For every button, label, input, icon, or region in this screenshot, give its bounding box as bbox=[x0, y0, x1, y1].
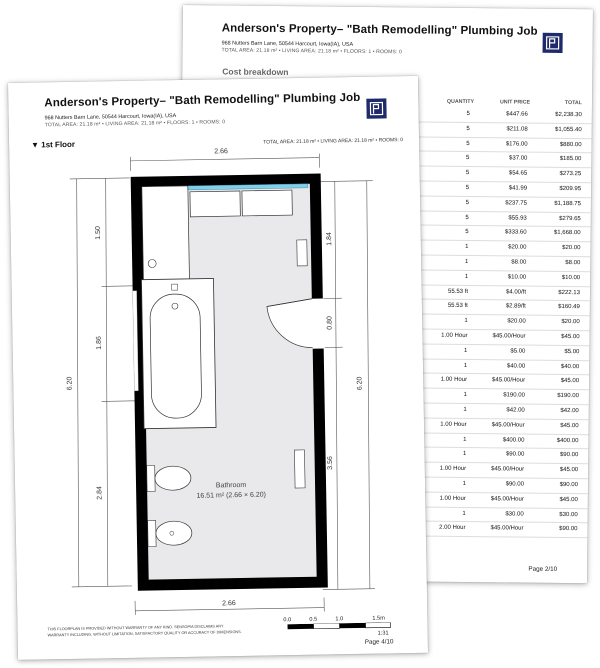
dim-bottom: 2.66 bbox=[222, 600, 236, 608]
unit-price-cell: $45.00/Hour bbox=[492, 377, 526, 384]
unit-price-cell: $42.00 bbox=[506, 407, 525, 414]
quantity-cell: 1 bbox=[462, 510, 466, 517]
quantity-cell: 55.53 ft bbox=[447, 303, 468, 310]
area-meta: TOTAL AREA: 21.18 m² • LIVING AREA: 21.18 m² • FLOORS: 1 • ROOMS: 0 bbox=[44, 119, 226, 129]
total-cell: $20.00 bbox=[562, 245, 581, 252]
total-cell: $8.00 bbox=[565, 260, 581, 267]
total-cell: $160.49 bbox=[558, 304, 580, 311]
floorplan-logo-icon bbox=[543, 33, 563, 53]
unit-price-cell: $20.00 bbox=[508, 244, 527, 251]
dim-left-b: 1.86 bbox=[95, 336, 103, 350]
quantity-cell: 1.00 Hour bbox=[439, 465, 467, 473]
quantity-cell: 1.00 Hour bbox=[440, 377, 468, 384]
unit-price-cell: $45.00/Hour bbox=[491, 422, 525, 429]
unit-price-cell: $4.00/ft bbox=[505, 288, 527, 296]
total-cell: $30.00 bbox=[559, 511, 578, 518]
unit-price-cell: $30.00 bbox=[505, 510, 524, 518]
total-cell: $90.00 bbox=[559, 452, 579, 459]
page-number: Page 4/10 bbox=[364, 638, 394, 646]
address: 968 Nutters Barn Lane, 50544 Harcourt, Iowa(IA), USA bbox=[44, 113, 177, 122]
total-cell: $880.00 bbox=[559, 141, 582, 148]
scale-ratio: 1:31 bbox=[377, 630, 389, 637]
total-cell: $209.95 bbox=[559, 185, 582, 193]
quantity-cell: 1 bbox=[463, 362, 468, 369]
quantity-cell: 5 bbox=[465, 214, 469, 221]
floor-heading[interactable]: ▼ 1st Floor bbox=[31, 139, 76, 150]
dim-right-c: 3.56 bbox=[326, 456, 335, 470]
area-meta: TOTAL AREA: 21.18 m² • LIVING AREA: 21.18 m² • FLOORS: 1 • ROOMS: 0 bbox=[221, 47, 402, 56]
total-cell: $45.00 bbox=[561, 333, 580, 341]
unit-price-cell: $20.00 bbox=[507, 318, 526, 325]
unit-price-cell: $45.00/Hour bbox=[490, 496, 524, 503]
unit-price-cell: $40.00 bbox=[506, 363, 526, 370]
unit-price-cell: $45.00/Hour bbox=[492, 333, 526, 340]
unit-price-cell: $55.93 bbox=[508, 215, 527, 222]
total-cell: $20.00 bbox=[561, 319, 580, 326]
total-cell: $1,188.75 bbox=[554, 200, 581, 207]
total-cell: $10.00 bbox=[561, 274, 581, 281]
scale-label-3: 1.5m bbox=[372, 615, 385, 622]
total-cell: $273.25 bbox=[559, 171, 582, 178]
unit-price-cell: $10.00 bbox=[507, 274, 527, 281]
unit-price-cell: $237.75 bbox=[505, 200, 527, 207]
room-area: 16.51 m² (2.66 × 6.20) bbox=[196, 491, 267, 500]
dim-right-total: 6.20 bbox=[356, 376, 364, 391]
unit-price-cell: $400.00 bbox=[502, 436, 525, 444]
quantity-cell: 1 bbox=[464, 347, 468, 354]
total-cell: $400.00 bbox=[556, 437, 579, 444]
total-cell: $42.00 bbox=[560, 407, 579, 415]
unit-price-cell: $447.66 bbox=[506, 111, 528, 118]
dim-left-c: 2.84 bbox=[96, 486, 104, 500]
total-cell: $40.00 bbox=[560, 363, 580, 370]
dim-left-total: 6.20 bbox=[66, 376, 74, 391]
quantity-cell: 1 bbox=[463, 392, 467, 399]
quantity-cell: 5 bbox=[465, 170, 470, 177]
total-cell: $190.00 bbox=[557, 393, 579, 400]
unit-price-cell: $90.00 bbox=[505, 481, 525, 488]
total-cell: $1,055.40 bbox=[554, 126, 582, 133]
total-cell: $90.00 bbox=[559, 481, 579, 489]
footer-note-2: WARRANTY INCLUDING, WITHOUT LIMITATION, SATISFACTORY QUALITY OR ACCURACY OF DIMENSIONS. bbox=[47, 630, 242, 638]
quantity-cell: 1 bbox=[464, 258, 469, 266]
dim-right-a: 1.84 bbox=[325, 232, 334, 246]
address: 968 Nutters Barn Lane, 50544 Harcourt, Iowa(IA), USA bbox=[221, 40, 354, 48]
quantity-cell: 1 bbox=[462, 451, 467, 458]
page-number: Page 2/10 bbox=[528, 565, 558, 573]
total-cell: $45.00 bbox=[560, 378, 580, 385]
quantity-cell: 1 bbox=[465, 244, 469, 251]
floor-area: TOTAL AREA: 21.18 m² • LIVING AREA: 21.18 m² • ROOMS: 0 bbox=[263, 137, 404, 146]
quantity-cell: 1.00 Hour bbox=[440, 421, 467, 428]
unit-price-cell: $8.00 bbox=[511, 259, 527, 266]
unit-price-cell: $45.00/Hour bbox=[490, 525, 524, 532]
quantity-cell: 5 bbox=[466, 110, 470, 118]
unit-price-cell: $37.00 bbox=[509, 155, 528, 163]
page-title: Anderson's Property– "Bath Remodelling" Plumbing Job bbox=[44, 91, 361, 110]
unit-price-cell: $190.00 bbox=[503, 392, 525, 399]
dim-left-a: 1.50 bbox=[94, 226, 103, 240]
total-cell: $2,238.30 bbox=[555, 111, 582, 119]
unit-price-cell: $333.60 bbox=[504, 229, 527, 237]
quantity-cell: 55.53 ft bbox=[447, 288, 469, 295]
quantity-cell: 1 bbox=[463, 436, 467, 443]
quantity-cell: 5 bbox=[465, 229, 469, 236]
total-cell: $90.00 bbox=[559, 526, 578, 533]
dim-right-b: 0.80 bbox=[326, 316, 334, 330]
quantity-cell: 5 bbox=[466, 140, 470, 147]
quantity-cell: 1.00 Hour bbox=[439, 495, 466, 502]
unit-price-cell: $211.08 bbox=[506, 126, 528, 133]
total-cell: $1,668.00 bbox=[553, 230, 581, 237]
quantity-cell: 1 bbox=[463, 406, 467, 413]
total-cell: $45.00 bbox=[559, 496, 578, 503]
quantity-cell: 5 bbox=[466, 155, 470, 162]
unit-price-cell: $2.89/ft bbox=[505, 303, 526, 310]
room-name: Bathroom bbox=[215, 481, 247, 490]
dim-top: 2.66 bbox=[214, 148, 228, 156]
scale-label-0: 0.0 bbox=[283, 617, 292, 624]
quantity-cell: 2.00 Hour bbox=[439, 525, 466, 532]
quantity-cell: 5 bbox=[465, 184, 470, 192]
unit-price-cell: $41.99 bbox=[508, 185, 528, 192]
total-cell: $45.00 bbox=[559, 467, 579, 474]
total-cell: $5.00 bbox=[564, 348, 580, 355]
total-cell: $45.00 bbox=[560, 422, 579, 429]
quantity-cell: 1 bbox=[462, 480, 467, 487]
quantity-cell: 5 bbox=[465, 199, 469, 206]
page-title: Anderson's Property– "Bath Remodelling" Plumbing Job bbox=[221, 22, 538, 38]
floorplan-drawing bbox=[8, 76, 428, 660]
scale-label-1: 0.5 bbox=[309, 616, 318, 623]
scale-label-2: 1.0 bbox=[335, 616, 344, 623]
quantity-cell: 5 bbox=[466, 125, 470, 132]
unit-price-cell: $45.00/Hour bbox=[491, 466, 525, 473]
unit-price-cell: $176.00 bbox=[505, 140, 528, 148]
col-quantity: QUANTITY bbox=[446, 98, 475, 106]
total-cell: $222.13 bbox=[558, 289, 581, 296]
quantity-cell: 1 bbox=[464, 273, 469, 280]
floorplan-page bbox=[8, 76, 428, 660]
col-total: TOTAL bbox=[564, 100, 583, 107]
unit-price-cell: $90.00 bbox=[505, 451, 525, 458]
total-cell: $279.65 bbox=[559, 215, 581, 222]
section-title: Cost breakdown bbox=[222, 66, 289, 78]
quantity-cell: 1 bbox=[464, 318, 468, 325]
col-unit-price: UNIT PRICE bbox=[499, 99, 531, 106]
unit-price-cell: $54.65 bbox=[508, 170, 528, 177]
total-cell: $185.00 bbox=[559, 156, 582, 163]
unit-price-cell: $5.00 bbox=[510, 348, 526, 355]
quantity-cell: 1.00 Hour bbox=[441, 332, 468, 339]
footer-note-1: THIS FLOORPLAN IS PROVIDED WITHOUT WARRANTY OF ANY KIND. SENSOPIA DISCLAIMS ANY bbox=[47, 624, 224, 632]
